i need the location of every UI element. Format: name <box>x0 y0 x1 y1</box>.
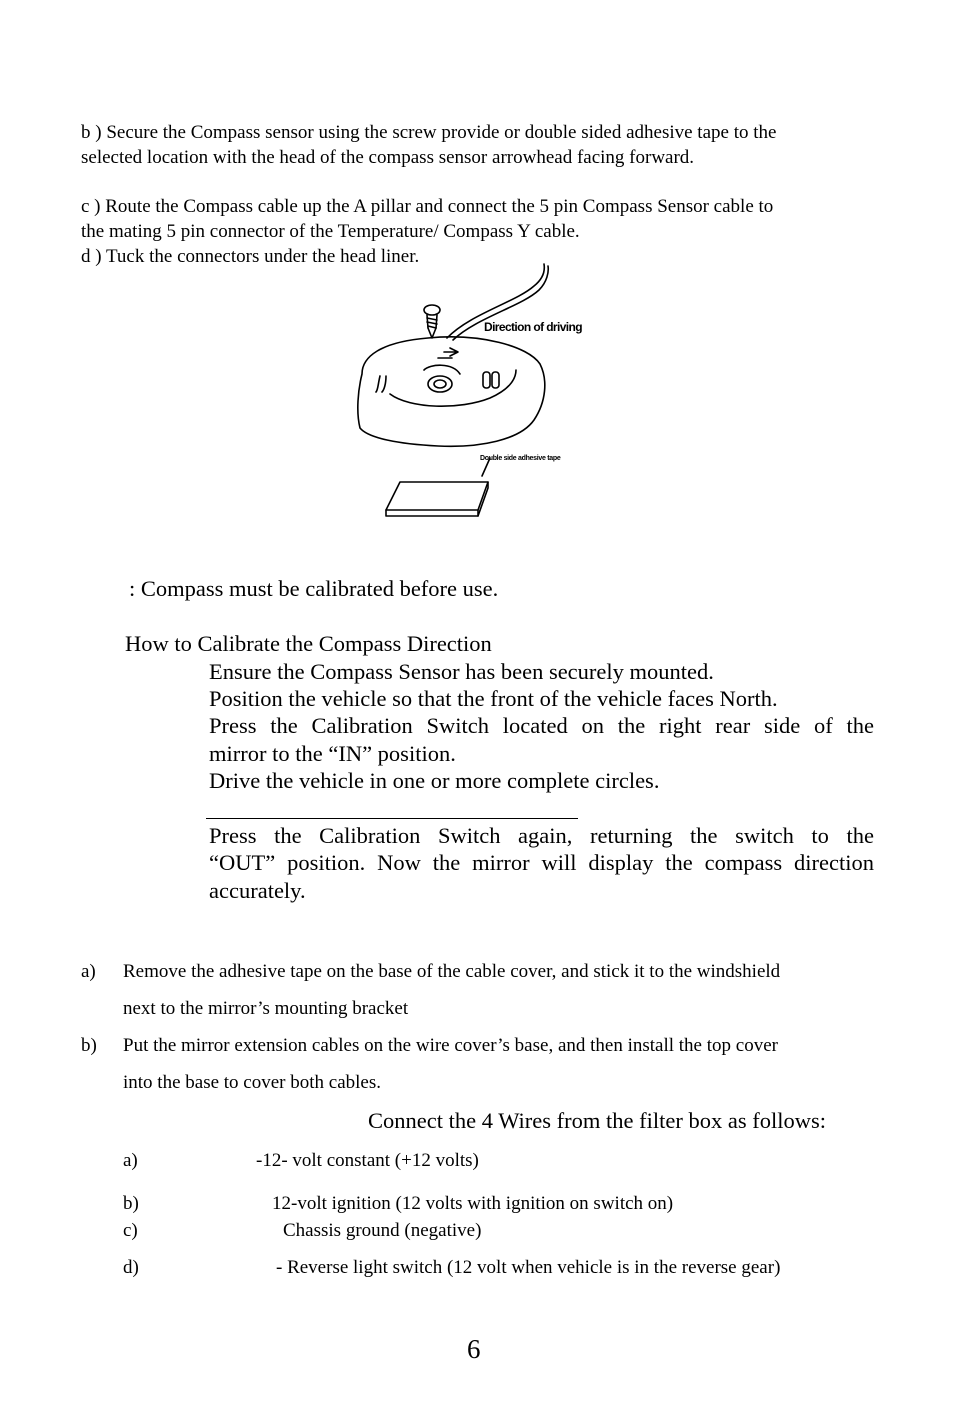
label-adhesive-tape: Double side adhesive tape <box>480 455 561 462</box>
step-c-line2: the mating 5 pin connector of the Temperature/ Compass Y cable. <box>81 221 580 242</box>
calibration-note: : Compass must be calibrated before use. <box>129 576 499 601</box>
calibration-step-2: Position the vehicle so that the front of the vehicle faces North. <box>209 686 778 711</box>
calibration-heading: How to Calibrate the Compass Direction <box>125 631 492 656</box>
label-direction-of-driving: Direction of driving <box>484 320 583 334</box>
calibration-step-5-line1: Press the Calibration Switch again, returning the switch to the <box>209 823 874 848</box>
compass-sensor-figure <box>340 262 600 524</box>
step-c-line1: c ) Route the Compass cable up the A pillar and connect the 5 pin Compass Sensor cable to <box>81 196 774 217</box>
compass-sensor-drawing <box>340 262 600 524</box>
calibration-step-5-line3: accurately. <box>209 878 306 903</box>
wire-marker-c: c) <box>123 1220 138 1241</box>
cable-cover-marker-a: a) <box>81 961 96 982</box>
calibration-step-1: Ensure the Compass Sensor has been securely mounted. <box>209 659 714 684</box>
wire-item-d: - Reverse light switch (12 volt when vehicle is in the reverse gear) <box>276 1257 781 1278</box>
cable-cover-item-a-line1: Remove the adhesive tape on the base of the cable cover, and stick it to the windshield <box>123 961 781 982</box>
page-number: 6 <box>467 1334 481 1364</box>
cable-cover-item-a-line2: next to the mirror’s mounting bracket <box>123 998 409 1019</box>
cable-cover-item-b-line2: into the base to cover both cables. <box>123 1072 382 1093</box>
calibration-step-5-line2: “OUT” position. Now the mirror will display the compass direction <box>209 850 874 875</box>
wires-heading: Connect the 4 Wires from the filter box as follows: <box>368 1108 826 1133</box>
wire-marker-d: d) <box>123 1257 139 1278</box>
step-b-line2: selected location with the head of the compass sensor arrowhead facing forward. <box>81 147 695 168</box>
step-d: d ) Tuck the connectors under the head liner. <box>81 246 420 267</box>
wire-marker-a: a) <box>123 1150 138 1171</box>
calibration-step-4: Drive the vehicle in one or more complete circles. <box>209 768 660 793</box>
step-b-line1: b ) Secure the Compass sensor using the screw provide or double sided adhesive tape to the <box>81 122 777 143</box>
wire-item-a: -12- volt constant (+12 volts) <box>256 1150 479 1171</box>
calibration-step-3-line1: Press the Calibration Switch located on the right rear side of the <box>209 713 874 738</box>
wire-item-b: 12-volt ignition (12 volts with ignition on switch on) <box>272 1193 674 1214</box>
cable-cover-item-b-line1: Put the mirror extension cables on the wire cover’s base, and then install the top cover <box>123 1035 778 1056</box>
wire-marker-b: b) <box>123 1193 139 1214</box>
wire-item-c: Chassis ground (negative) <box>283 1220 482 1241</box>
divider-line <box>206 818 578 819</box>
calibration-step-3-line2: mirror to the “IN” position. <box>209 741 456 766</box>
cable-cover-marker-b: b) <box>81 1035 97 1056</box>
